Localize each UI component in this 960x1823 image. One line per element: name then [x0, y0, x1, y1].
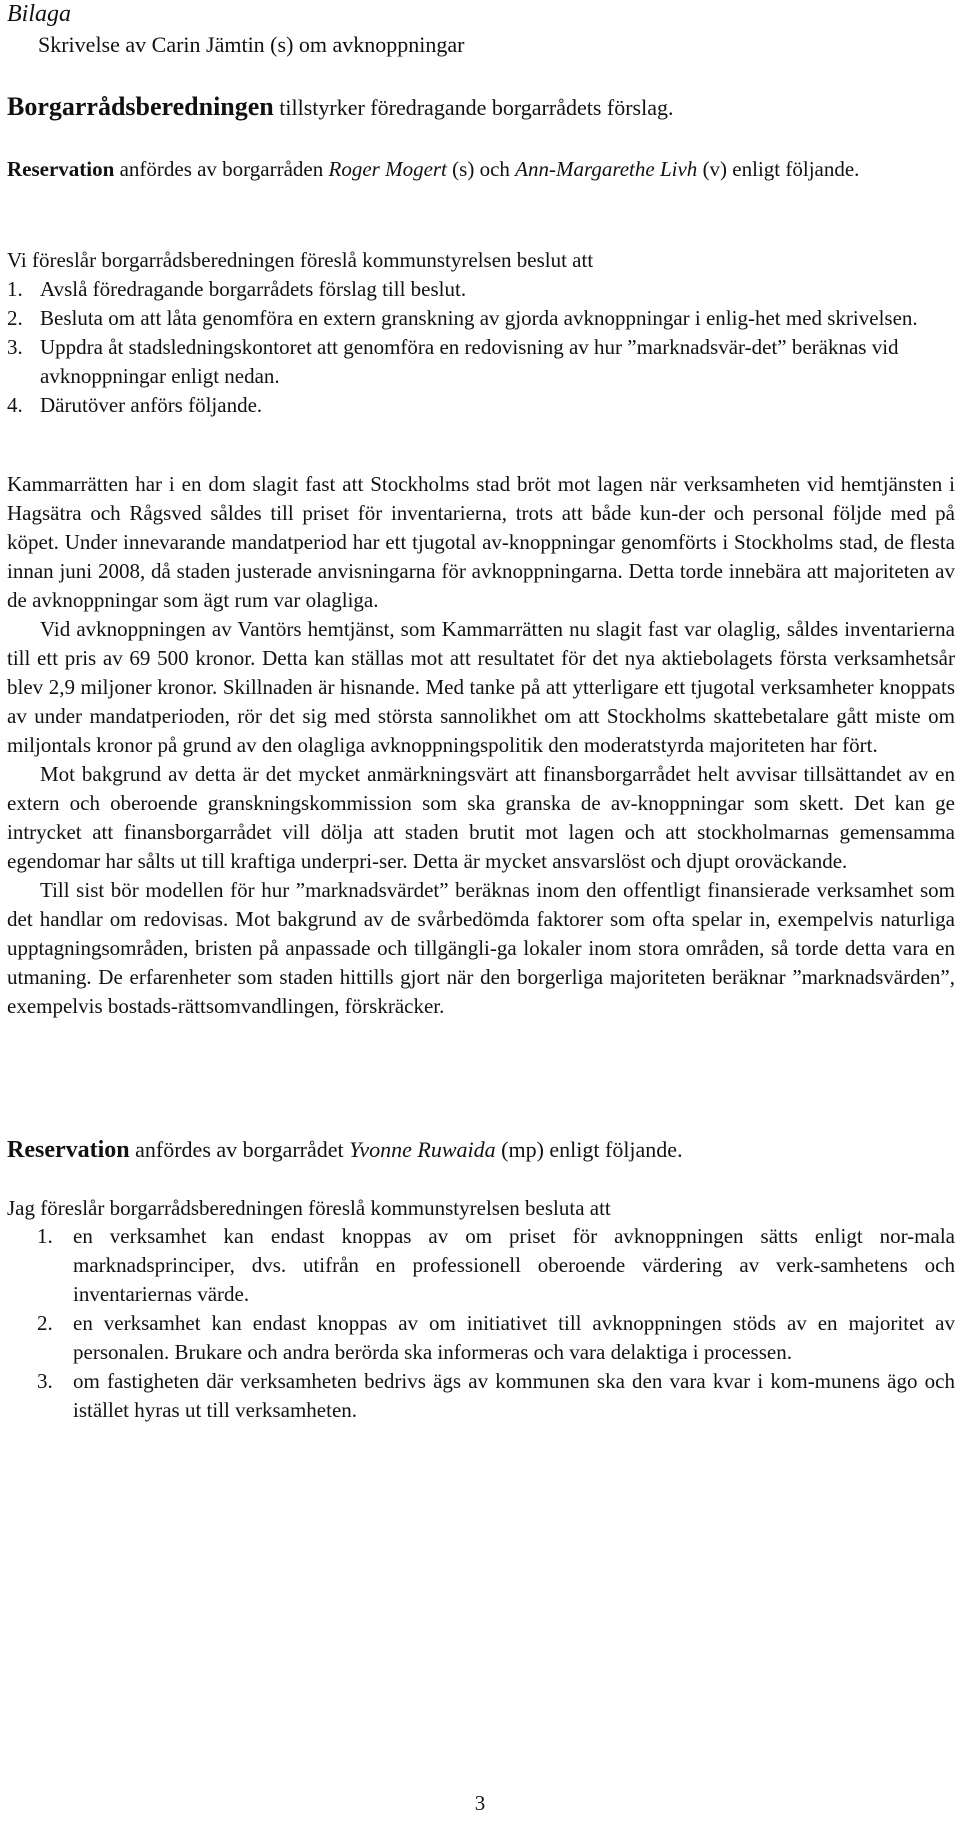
proposal-2-intro: Jag föreslår borgarrådsberedningen föreslå kommunstyrelsen besluta att — [7, 1196, 611, 1220]
reservation-1-text-c: (v) enligt följande. — [697, 157, 860, 181]
list-item-text: Därutöver anförs följande. — [40, 393, 263, 417]
body-paragraph: Vid avknoppningen av Vantörs hemtjänst, som Kammarrätten nu slagit fast var olaglig, såldes inventarierna till ett pris av 69 500 kronor. Detta kan ställas mot att resultatet för det nya aktiebolagets första verksamhetsår blev 2,9 miljoner kronor. Skillnaden är hisnande. Med tanke på att ytterligare ett tjugotal verksamheter knoppats av under mandatperioden, rör det sig med största sannolikhet om att Stockholms skattebetalare gått miste om miljontals kronor på grund av den olagliga avknoppningspolitik den moderatstyrda majoriteten har fört. — [7, 617, 955, 757]
beredning-statement — [7, 91, 955, 124]
body-text — [7, 470, 955, 1021]
reservation-1 — [7, 155, 955, 184]
reservation-2-text-b: (mp) enligt följande. — [495, 1137, 683, 1162]
reservation-2 — [7, 1134, 955, 1166]
body-paragraph: Till sist bör modellen för hur ”marknadsvärdet” beräknas inom den offentligt finansierade verksamhet som det handlar om redovisas. Mot bakgrund av de svårbedömda faktorer som ofta spelar in, exempelvis naturliga upptagningsområden, bristen på anpassade och tillgängli-ga lokaler inom stora områden, så torde detta vara en utmaning. De erfarenheter som staden hittills gjort när den borgerliga majoriteten beräknar ”marknadsvärden”, exempelvis bostads-rättsomvandlingen, förskräcker. — [7, 878, 955, 1018]
document-title: Skrivelse av Carin Jämtin (s) om avknoppningar — [38, 32, 465, 57]
body-paragraph: Mot bakgrund av detta är det mycket anmärkningsvärt att finansborgarrådet helt avvisar tillsättandet av en extern och oberoende granskningskommission som ska granska de av-knoppningar som skett. Det kan ge intrycket att finansborgarrådet vill dölja att staden brutit mot lagen och att stockholmarnas gemensamma egendomar har sålts ut till kraftiga underpri-ser. Detta är mycket ansvarslöst och djupt oroväckande. — [7, 762, 955, 873]
reservation-1-heading: Reservation — [7, 157, 115, 181]
list-item — [7, 333, 955, 391]
list-item-number: 3. — [7, 335, 23, 359]
list-item — [7, 1222, 955, 1309]
list-item-number: 2. — [7, 306, 23, 330]
list-item-number: 3. — [37, 1369, 53, 1393]
list-item — [7, 1367, 955, 1425]
beredning-text: tillstyrker föredragande borgarrådets förslag. — [273, 95, 674, 120]
reservation-1-name-1: Roger Mogert — [328, 157, 447, 181]
list-item-text: Uppdra åt stadsledningskontoret att genomföra en redovisning av hur ”marknadsvär-det” beräknas vid avknoppningar enligt nedan. — [40, 335, 899, 388]
list-item-text: en verksamhet kan endast knoppas av om initiativet till avknoppningen stöds av en majoritet av personalen. Brukare och andra berörda ska informeras och vara delaktiga i processen. — [73, 1311, 955, 1364]
proposal-1-intro: Vi föreslår borgarrådsberedningen föreslå kommunstyrelsen beslut att — [7, 248, 594, 272]
reservation-2-heading: Reservation — [7, 1137, 130, 1163]
list-item-text: en verksamhet kan endast knoppas av om priset för avknoppningen sätts enligt nor-mala marknadsprinciper, dvs. utifrån en professionell oberoende värdering av verk-samhetens och inventariernas värde. — [73, 1224, 955, 1306]
proposal-1-list — [7, 275, 955, 420]
reservation-2-name: Yvonne Ruwaida — [349, 1137, 496, 1162]
list-item-text: Besluta om att låta genomföra en extern granskning av gjorda avknoppningar i enlig-het med skrivelsen. — [40, 306, 918, 330]
list-item-number: 4. — [7, 393, 23, 417]
reservation-1-name-2: Ann-Margarethe Livh — [515, 157, 698, 181]
list-item — [7, 1309, 955, 1367]
reservation-1-text-b: (s) och — [446, 157, 516, 181]
list-item-text: om fastigheten där verksamheten bedrivs ägs av kommunen ska den vara kvar i kom-munens ägo och istället hyras ut till verksamheten. — [73, 1369, 955, 1422]
list-item-number: 2. — [37, 1311, 53, 1335]
list-item — [7, 391, 955, 420]
appendix-label: Bilaga — [7, 1, 71, 27]
beredning-heading: Borgarrådsberedningen — [7, 92, 274, 121]
list-item — [7, 275, 955, 304]
list-item-text: Avslå föredragande borgarrådets förslag till beslut. — [40, 277, 467, 301]
body-paragraph: Kammarrätten har i en dom slagit fast att Stockholms stad bröt mot lagen när verksamheten vid hemtjänsten i Hagsätra och Rågsved såldes till priset för inventarierna, trots att både kun-der och personal följde med på köpet. Under innevarande mandatperiod har ett tjugotal av-knoppningar genomförts i Stockholms stad, de flesta innan juni 2008, då staden justerade anvisningarna för avknoppningarna. Detta torde innebära att majoriteten av de avknoppningar som ägt rum var olagliga. — [7, 472, 955, 612]
list-item-number: 1. — [37, 1224, 53, 1248]
page-number: 3 — [474, 1791, 486, 1815]
proposal-2-list — [7, 1222, 955, 1425]
reservation-2-text-a: anfördes av borgarrådet — [129, 1137, 350, 1162]
list-item — [7, 304, 955, 333]
reservation-1-text-a: anfördes av borgarråden — [114, 157, 329, 181]
list-item-number: 1. — [7, 277, 23, 301]
